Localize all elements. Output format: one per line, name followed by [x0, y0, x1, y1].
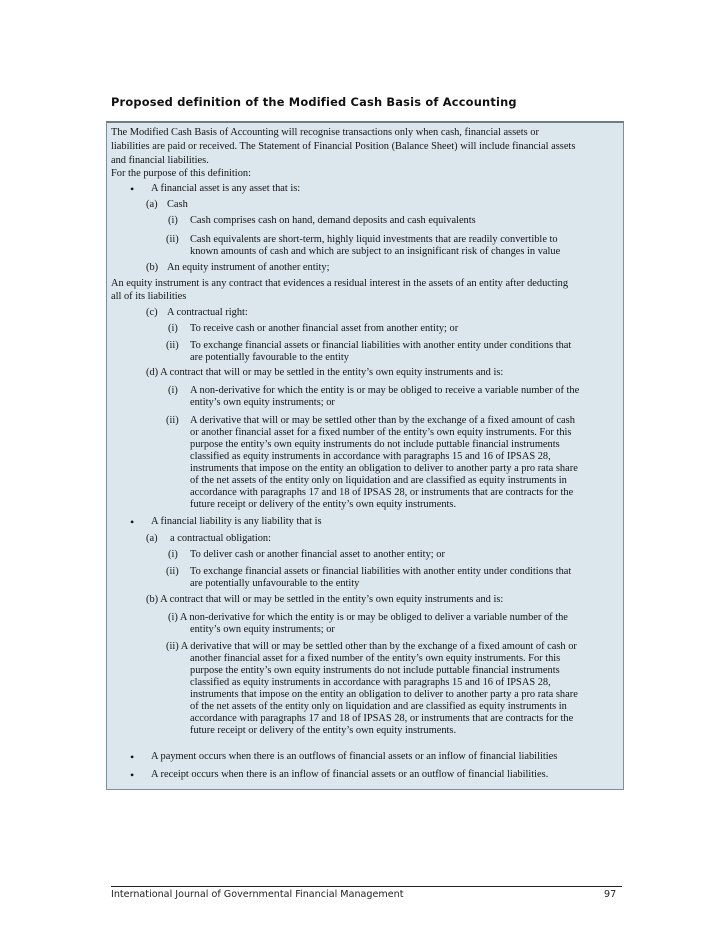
liability-derivative-line: classified as equity instruments in accordance with paragraphs 15 and 16 of IPSAS 28,	[190, 677, 551, 688]
contractual-right-title: A contractual right:	[167, 307, 248, 318]
item-marker: (i)	[168, 385, 178, 396]
derivative-line: instruments that impose on the entity an obligation to deliver to another party a pro rata share	[190, 463, 578, 474]
equity-instrument-title: An equity instrument of another entity;	[167, 262, 330, 273]
cash-equivalents-line: Cash equivalents are short-term, highly liquid investments that are readily convertible to	[190, 234, 558, 245]
item-marker: (i)	[168, 549, 178, 560]
equity-definition-line: An equity instrument is any contract that evidences a residual interest in the assets of an entity after deducting	[111, 278, 569, 289]
item-marker: (b)	[146, 262, 159, 273]
item-marker: (ii)	[166, 566, 179, 577]
equity-definition-line: all of its liabilities	[111, 291, 187, 302]
liability-non-derivative-line: entity’s own equity instruments; or	[190, 624, 335, 635]
item-marker: (a)	[146, 533, 158, 544]
intro-line: and financial liabilities.	[111, 155, 209, 166]
liability-derivative-line: accordance with paragraphs 17 and 18 of IPSAS 28, or instruments that are contracts for the	[190, 713, 574, 724]
financial-liability-title: A financial liability is any liability that is	[151, 516, 322, 527]
item-marker: (ii)	[166, 415, 179, 426]
cash-equivalents-line: known amounts of cash and which are subject to an insignificant risk of changes in value	[190, 246, 561, 257]
cash-definition: Cash comprises cash on hand, demand deposits and cash equivalents	[190, 215, 476, 226]
derivative-line: accordance with paragraphs 17 and 18 of IPSAS 28, or instruments that are contracts for the	[190, 487, 574, 498]
intro-line: For the purpose of this definition:	[111, 168, 251, 179]
page-heading: Proposed definition of the Modified Cash Basis of Accounting	[111, 95, 517, 109]
item-marker: (ii)	[166, 234, 179, 245]
item-marker: (i)	[168, 215, 178, 226]
obligation-ii-line: To exchange financial assets or financial liabilities with another entity under conditions that	[190, 566, 572, 577]
bullet-icon: •	[130, 750, 135, 764]
liability-derivative-line: instruments that impose on the entity an obligation to deliver to another party a pro rata share	[190, 689, 578, 700]
liability-contract-settled-title: (b) A contract that will or may be settled in the entity’s own equity instruments and is:	[146, 594, 504, 605]
liability-non-derivative-line: (i) A non-derivative for which the entity is or may be obliged to deliver a variable number of the	[168, 612, 568, 623]
non-derivative-line: entity’s own equity instruments; or	[190, 397, 335, 408]
derivative-line: classified as equity instruments in accordance with paragraphs 15 and 16 of IPSAS 28,	[190, 451, 551, 462]
liability-derivative-line: (ii) A derivative that will or may be settled other than by the exchange of a fixed amount of cash or	[166, 641, 577, 652]
obligation-ii-line: are potentially unfavourable to the entity	[190, 578, 360, 589]
liability-derivative-line: purpose the entity’s own equity instruments do not include puttable financial instruments	[190, 665, 560, 676]
receipt-definition: A receipt occurs when there is an inflow of financial assets or an outflow of financial liabilities.	[151, 769, 549, 780]
financial-asset-title: A financial asset is any asset that is:	[151, 183, 301, 194]
item-marker: (i)	[168, 323, 178, 334]
item-marker: (ii)	[166, 340, 179, 351]
contractual-right-ii-line: are potentially favourable to the entity	[190, 352, 349, 363]
contractual-right-i: To receive cash or another financial asset from another entity; or	[190, 323, 459, 334]
intro-line: The Modified Cash Basis of Accounting will recognise transactions only when cash, financial assets or	[111, 127, 539, 138]
contract-settled-title: (d) A contract that will or may be settled in the entity’s own equity instruments and is:	[146, 367, 504, 378]
liability-derivative-line: future receipt or delivery of the entity’s own equity instruments.	[190, 725, 457, 736]
payment-definition: A payment occurs when there is an outflows of financial assets or an inflow of financial liabilities	[151, 751, 558, 762]
item-marker: (c)	[146, 307, 158, 318]
derivative-line: A derivative that will or may be settled other than by the exchange of a fixed amount of cash	[190, 415, 575, 426]
derivative-line: purpose the entity’s own equity instruments do not include puttable financial instruments	[190, 439, 560, 450]
liability-derivative-line: of the net assets of the entity only on liquidation and are classified as equity instruments in	[190, 701, 567, 712]
contractual-obligation-title: a contractual obligation:	[170, 533, 271, 544]
contractual-right-ii-line: To exchange financial assets or financial liabilities with another entity under conditions that	[190, 340, 572, 351]
derivative-line: future receipt or delivery of the entity’s own equity instruments.	[190, 499, 457, 510]
cash-title: Cash	[167, 199, 188, 210]
bullet-icon: •	[130, 515, 135, 529]
footer-journal: International Journal of Governmental Financial Management	[111, 889, 404, 900]
intro-line: liabilities are paid or received. The Statement of Financial Position (Balance Sheet) will include financial assets	[111, 141, 576, 152]
footer-rule	[111, 886, 622, 887]
bullet-icon: •	[130, 182, 135, 196]
page-number: 97	[604, 889, 617, 900]
bullet-icon: •	[130, 768, 135, 782]
liability-derivative-line: another financial asset for a fixed number of the entity’s own equity instruments. For this	[190, 653, 561, 664]
non-derivative-line: A non-derivative for which the entity is or may be obliged to receive a variable number of the	[190, 385, 580, 396]
derivative-line: or another financial asset for a fixed number of the entity’s own equity instruments. For this	[190, 427, 572, 438]
derivative-line: of the net assets of the entity only on liquidation and are classified as equity instruments in	[190, 475, 567, 486]
item-marker: (a)	[146, 199, 158, 210]
obligation-i: To deliver cash or another financial asset to another entity; or	[190, 549, 445, 560]
